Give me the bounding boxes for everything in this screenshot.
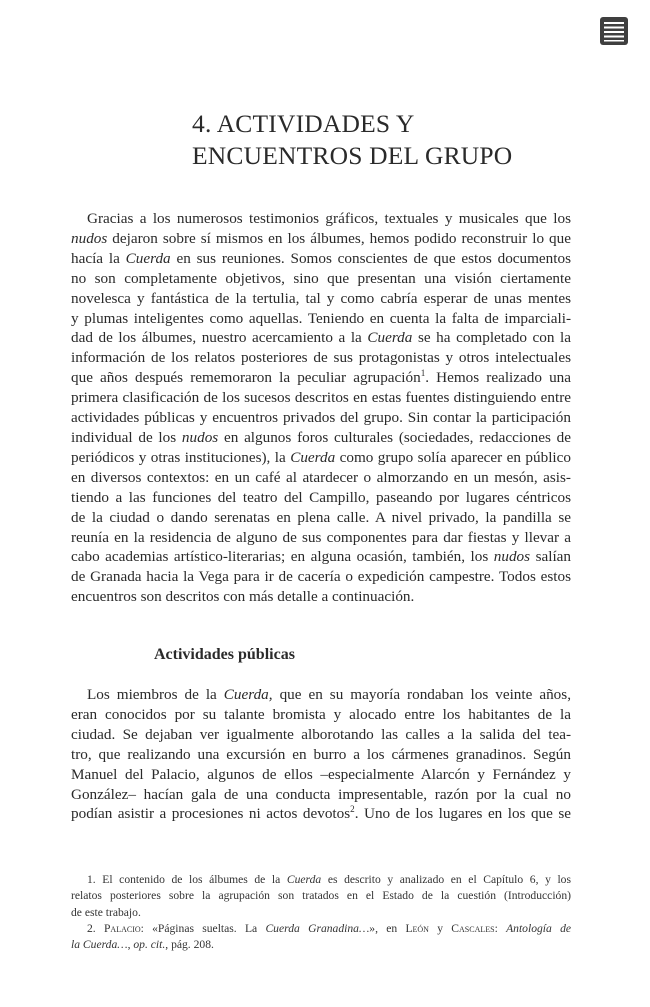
chapter-title xyxy=(192,108,592,172)
text-line: actividades públicas y encuentros privados del grupo. Sin contar la participación xyxy=(71,409,571,427)
text-line: individual de los nudos en algunos foros culturales (sociedades, redacciones de xyxy=(71,428,571,446)
text-line: que años después rememoraron la peculiar agrupación$^1$. Hemos realizado una xyxy=(71,368,571,387)
text-line: de Granada hacia la Vega para ir de cacería o expedición campestre. Todos estos xyxy=(71,568,571,586)
table-of-contents-button[interactable] xyxy=(600,17,628,45)
text-line: Gracias a los numerosos testimonios gráficos, textuales y musicales que los xyxy=(87,210,571,227)
text-line: de la ciudad o dando serenatas en plena calle. A nivel privado, la pandilla se xyxy=(71,508,571,526)
text-line: eran conocidos por su talante bromista y alocado entre los habitantes de la xyxy=(71,705,571,723)
text-line: la Cuerda…, op. cit., pág. 208. xyxy=(71,938,214,952)
text-line: 1. El contenido de los álbumes de la Cuerda es descrito y analizado en el Capítulo 6, y los xyxy=(87,873,571,886)
public-activities-paragraph xyxy=(71,685,571,824)
list-icon xyxy=(600,17,628,45)
text-line: periódicos y otras instituciones), la Cuerda como grupo solía aparecer en público xyxy=(71,448,571,466)
text-line: reunía en la residencia de alguno de sus componentes para dar fiestas y llevar a xyxy=(71,528,571,546)
text-line: cabo academias artístico-literarias; en alguna ocasión, también, los nudos salían xyxy=(71,548,571,566)
section-heading: Actividades públicas xyxy=(154,646,295,663)
text-line: relatos posteriores sobre la agrupación son tratados en el Estado de la cuestión (Introducción) xyxy=(71,889,571,903)
text-line: y plumas inteligentes como aquellas. Teniendo en cuenta la falta de imparciali- xyxy=(71,309,571,327)
text-line: nudos dejaron sobre sí mismos en los álbumes, hemos podido reconstruir lo que xyxy=(71,229,571,247)
chapter-title-line: ENCUENTROS DEL GRUPO xyxy=(192,141,513,170)
text-line: tiendo a las funciones del teatro del Campillo, paseando por lugares céntricos xyxy=(71,488,571,506)
chapter-title-line: 4. ACTIVIDADES Y xyxy=(192,109,415,138)
text-line: tro, que realizando una excursión en burro a los cármenes granadinos. Según xyxy=(71,745,571,763)
text-line: Los miembros de la Cuerda, que en su mayoría rondaban los veinte años, xyxy=(87,686,571,703)
text-line: dad de los álbumes, nuestro acercamiento a la Cuerda se ha completado con la xyxy=(71,329,571,347)
text-line: Manuel del Palacio, algunos de ellos –especialmente Alarcón y Fernández y xyxy=(71,765,571,783)
text-line: de este trabajo. xyxy=(71,905,141,919)
text-line: en diversos contextos: en un café al atardecer o almorzando en un mesón, asis- xyxy=(71,468,571,486)
text-line: González– hacían gala de una conducta impresentable, razón por la cual no xyxy=(71,785,571,803)
text-line: no son completamente objetivos, sino que presentan una visión ciertamente xyxy=(71,269,571,287)
text-line: información de los relatos posteriores de sus protagonistas y otros intelectuales xyxy=(71,349,571,367)
text-line: encuentros son descritos con más detalle a continuación. xyxy=(71,588,415,606)
text-line: ciudad. Se dejaban ver igualmente alborotando las calles a la salida del tea- xyxy=(71,725,571,743)
text-line: podían asistir a procesiones ni actos devotos$^2$. Uno de los lugares en los que se xyxy=(71,804,571,823)
text-line: novelesca y fantástica de la tertulia, tal y como cabría esperar de unas mentes xyxy=(71,289,571,307)
intro-paragraph xyxy=(71,209,571,607)
text-line: hacía la Cuerda en sus reuniones. Somos conscientes de que estos documentos xyxy=(71,249,571,267)
text-line: primera clasificación de los sucesos descritos en estas fuentes distinguiendo entre xyxy=(71,389,571,407)
footnotes xyxy=(71,872,571,953)
text-line: 2. Palacio: «Páginas sueltas. La Cuerda Granadina…», en León y Cascales: Antología de xyxy=(87,921,572,935)
